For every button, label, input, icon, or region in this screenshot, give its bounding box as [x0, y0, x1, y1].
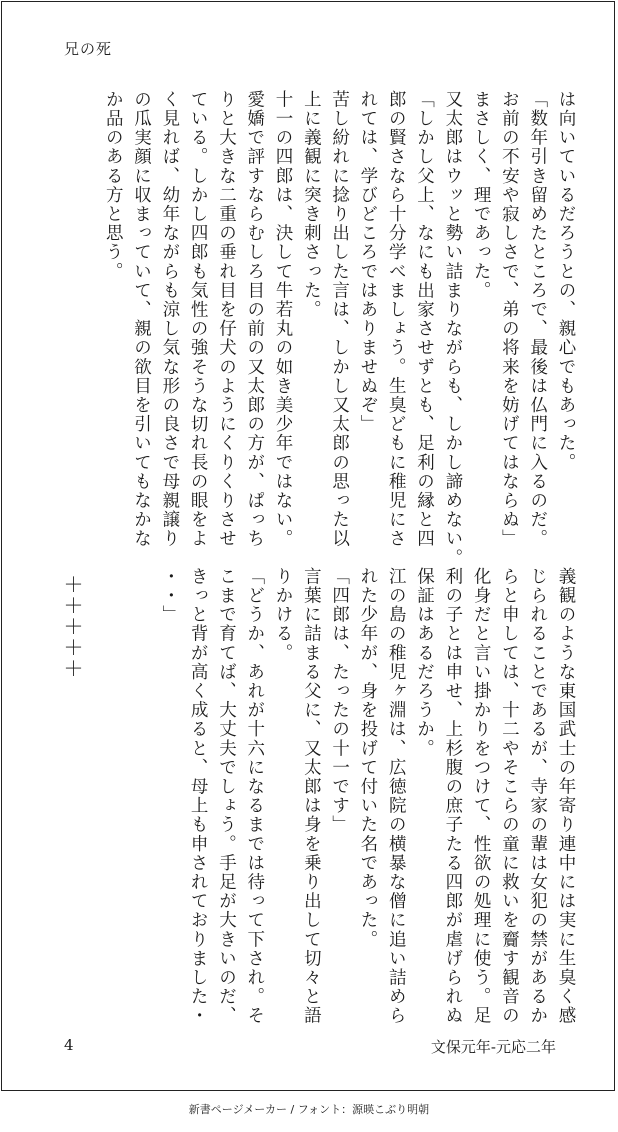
- text-line: りかける。: [273, 567, 294, 663]
- page-number: 4: [64, 1036, 74, 1054]
- text-line: 義観のような東国武士の年寄り連中には実に生臭く感: [556, 567, 576, 1026]
- text-line: は向いているだろうとの、親心でもあった。: [556, 90, 576, 472]
- text-line: 「どうか、あれが十六になるまでは待って下され。そ: [244, 567, 265, 1026]
- chapter-title: 文保元年-元応二年: [430, 1038, 556, 1056]
- text-line: りと大きな二重の垂れ目を仔犬のようにくりくりさせ: [216, 90, 237, 549]
- text-line: 郎の賢さなら十分学べましょう。生臭どもに稚児にさ: [386, 90, 407, 549]
- text-line: 江の島の稚児ヶ淵は、広徳院の横暴な僧に追い詰めら: [386, 567, 407, 1026]
- text-line: 又太郎はウッと勢い詰まりながらも、しかし諦めない。: [442, 90, 463, 568]
- text-line: れては、学びどころではありませぬぞ」: [357, 90, 378, 434]
- text-line: 化身だと言い掛かりをつけて、性欲の処理に使う。足: [471, 567, 492, 1026]
- text-line: 「数年引き留めたところで、最後は仏門に入るのだ。: [527, 90, 548, 549]
- text-line: れた少年が、身を投げて付いた名であった。: [357, 567, 378, 949]
- text-line: の瓜実顔に収まっていて、親の欲目を引いてもなかな: [131, 90, 152, 549]
- text-line: きっと背が高く成ると、母上も申されておりました・: [188, 567, 209, 1026]
- lower-text-block: [156, 567, 580, 1026]
- section-break: ＋＋＋＋＋: [60, 574, 84, 679]
- text-line: じられることであるが、寺家の輩は女犯の禁があるか: [527, 567, 548, 1026]
- page-frame: [1, 1, 615, 1091]
- text-line: まさしく、理であった。: [471, 90, 492, 301]
- text-line: 愛嬌で評すならむしろ目の前の又太郎の方が、ぱっち: [244, 90, 265, 549]
- text-line: 「四郎は、たったの十一です」: [329, 567, 350, 835]
- upper-text-block: [99, 90, 580, 568]
- footer-credit: 新書ページメーカー / フォント：源暎こぶり明朝: [188, 1103, 430, 1116]
- text-line: か品のある方と思う。: [103, 90, 124, 281]
- text-line: ・・」: [159, 567, 180, 625]
- text-line: お前の不安や寂しさで、弟の将来を妨げてはならぬ」: [499, 90, 520, 549]
- text-line: く見れば、幼年ながらも涼し気な形の良さで母親譲り: [159, 90, 180, 549]
- text-line: 「しかし父上、なにも出家させずとも、足利の縁と四: [414, 90, 435, 549]
- running-head: 兄の死: [64, 40, 113, 58]
- text-line: らと申しては、十二やそこらの童に救いを齎す観音の: [499, 567, 520, 1026]
- text-line: ている。しかし四郎も気性の強そうな切れ長の眼をよ: [188, 90, 209, 549]
- text-line: 利の子とは申せ、上杉腹の庶子たる四郎が虐げられぬ: [442, 567, 463, 1026]
- text-line: こまで育てば、大丈夫でしょう。手足が大きいのだ、: [216, 567, 237, 1026]
- text-line: 言葉に詰まる父に、又太郎は身を乗り出して切々と語: [301, 567, 322, 1026]
- text-line: 保証はあるだろうか。: [414, 567, 435, 758]
- text-line: 十一の四郎は、決して牛若丸の如き美少年ではない。: [273, 90, 294, 549]
- text-line: 上に義観に突き刺さった。: [301, 90, 322, 320]
- text-line: 苦し紛れに捻り出した言は、しかし又太郎の思った以: [329, 90, 350, 549]
